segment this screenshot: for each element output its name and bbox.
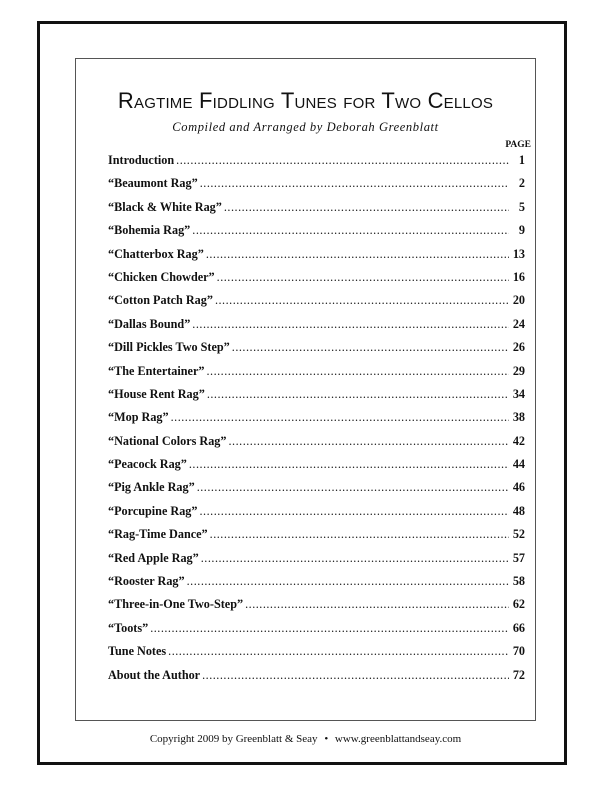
toc-entry bbox=[108, 480, 525, 503]
toc-entry-page: 57 bbox=[512, 550, 525, 565]
toc-dot-leader bbox=[192, 223, 509, 238]
toc-entry bbox=[108, 668, 525, 691]
document-title: Ragtime Fiddling Tunes for Two Cellos bbox=[117, 88, 494, 113]
toc-dot-leader bbox=[197, 480, 509, 495]
toc-entry-page: 16 bbox=[512, 269, 525, 284]
toc-dot-leader bbox=[217, 270, 509, 285]
toc-entry bbox=[108, 504, 525, 527]
toc-entry bbox=[108, 153, 525, 176]
page-column-header: PAGE bbox=[505, 140, 531, 150]
toc-dot-leader bbox=[202, 668, 509, 683]
footer-copyright: Copyright 2009 by Greenblatt & Seay bbox=[149, 733, 318, 745]
toc-entry-title: “Pig Ankle Rag” bbox=[108, 480, 195, 495]
toc-dot-leader bbox=[187, 574, 509, 589]
toc-entry-title: “Chatterbox Rag” bbox=[108, 246, 204, 261]
table-of-contents bbox=[108, 153, 525, 691]
toc-entry-title: “House Rent Rag” bbox=[108, 386, 205, 401]
toc-entry-page: 46 bbox=[512, 480, 525, 495]
toc-entry bbox=[108, 621, 525, 644]
toc-dot-leader bbox=[224, 200, 509, 215]
toc-entry bbox=[108, 176, 525, 199]
toc-entry-title: Tune Notes bbox=[108, 644, 167, 659]
toc-entry-title: “Bohemia Rag” bbox=[108, 223, 191, 238]
toc-entry-page: 26 bbox=[512, 340, 525, 355]
toc-entry-title: “Dallas Bound” bbox=[108, 316, 191, 331]
toc-entry bbox=[108, 457, 525, 480]
toc-entry bbox=[108, 364, 525, 387]
toc-dot-leader bbox=[171, 410, 509, 425]
toc-entry-title: “Mop Rag” bbox=[108, 410, 169, 425]
toc-dot-leader bbox=[206, 364, 509, 379]
toc-entry-page: 66 bbox=[512, 620, 525, 635]
toc-entry-page: 70 bbox=[512, 644, 525, 659]
toc-entry-page: 42 bbox=[512, 433, 525, 448]
toc-entry bbox=[108, 527, 525, 550]
toc-entry-page: 2 bbox=[518, 176, 525, 191]
toc-entry bbox=[108, 644, 525, 667]
toc-entry-title: “Chicken Chowder” bbox=[108, 269, 215, 284]
footer-website: www.greenblattandseay.com bbox=[334, 733, 462, 745]
toc-dot-leader bbox=[232, 340, 509, 355]
toc-entry-page: 5 bbox=[518, 199, 525, 214]
toc-dot-leader bbox=[215, 293, 509, 308]
toc-entry bbox=[108, 551, 525, 574]
toc-dot-leader bbox=[207, 387, 509, 402]
toc-entry-page: 34 bbox=[512, 386, 525, 401]
toc-dot-leader bbox=[176, 153, 509, 168]
toc-entry-title: “Peacock Rag” bbox=[108, 457, 187, 472]
toc-entry-title: “National Colors Rag” bbox=[108, 433, 227, 448]
toc-entry-title: About the Author bbox=[108, 667, 201, 682]
toc-entry-page: 38 bbox=[512, 410, 525, 425]
toc-entry-title: “Rag-Time Dance” bbox=[108, 527, 208, 542]
toc-dot-leader bbox=[200, 504, 510, 519]
toc-entry bbox=[108, 434, 525, 457]
toc-entry-title: “Toots” bbox=[108, 620, 149, 635]
toc-entry bbox=[108, 293, 525, 316]
toc-dot-leader bbox=[229, 434, 510, 449]
toc-entry-page: 9 bbox=[518, 223, 525, 238]
toc-entry bbox=[108, 574, 525, 597]
toc-entry-page: 52 bbox=[512, 527, 525, 542]
toc-entry-page: 29 bbox=[512, 363, 525, 378]
toc-entry-page: 24 bbox=[512, 316, 525, 331]
toc-entry-title: “The Entertainer” bbox=[108, 363, 205, 378]
toc-entry-page: 1 bbox=[518, 153, 525, 167]
toc-dot-leader bbox=[168, 644, 509, 659]
toc-entry-page: 20 bbox=[512, 293, 525, 308]
toc-entry bbox=[108, 270, 525, 293]
toc-entry-title: Introduction bbox=[108, 153, 175, 167]
toc-entry-page: 58 bbox=[512, 574, 525, 589]
toc-entry bbox=[108, 340, 525, 363]
footer bbox=[75, 733, 536, 745]
toc-dot-leader bbox=[206, 247, 509, 262]
document-subtitle: Compiled and Arranged by Deborah Greenblatt bbox=[172, 120, 439, 134]
toc-entry-page: 48 bbox=[512, 503, 525, 518]
toc-dot-leader bbox=[245, 597, 509, 612]
toc-entry bbox=[108, 223, 525, 246]
toc-entry-title: “Rooster Rag” bbox=[108, 574, 185, 589]
toc-entry bbox=[108, 200, 525, 223]
toc-entry-title: “Beaumont Rag” bbox=[108, 176, 198, 191]
toc-entry bbox=[108, 597, 525, 620]
toc-dot-leader bbox=[210, 527, 509, 542]
toc-entry-title: “Red Apple Rag” bbox=[108, 550, 199, 565]
toc-entry bbox=[108, 410, 525, 433]
toc-dot-leader bbox=[150, 621, 509, 636]
toc-entry-title: “Porcupine Rag” bbox=[108, 503, 198, 518]
toc-dot-leader bbox=[192, 317, 509, 332]
toc-entry-title: “Black & White Rag” bbox=[108, 199, 222, 214]
toc-dot-leader bbox=[189, 457, 509, 472]
footer-separator: • bbox=[324, 733, 329, 745]
toc-dot-leader bbox=[201, 551, 509, 566]
toc-entry-page: 44 bbox=[512, 457, 525, 472]
toc-entry bbox=[108, 317, 525, 340]
toc-entry-title: “Three-in-One Two-Step” bbox=[108, 597, 244, 612]
toc-entry bbox=[108, 247, 525, 270]
toc-entry-page: 62 bbox=[512, 597, 525, 612]
toc-entry-title: “Dill Pickles Two Step” bbox=[108, 340, 230, 355]
toc-entry-title: “Cotton Patch Rag” bbox=[108, 293, 213, 308]
toc-entry-page: 13 bbox=[512, 246, 525, 261]
toc-entry bbox=[108, 387, 525, 410]
toc-dot-leader bbox=[200, 176, 509, 191]
toc-entry-page: 72 bbox=[512, 667, 525, 682]
